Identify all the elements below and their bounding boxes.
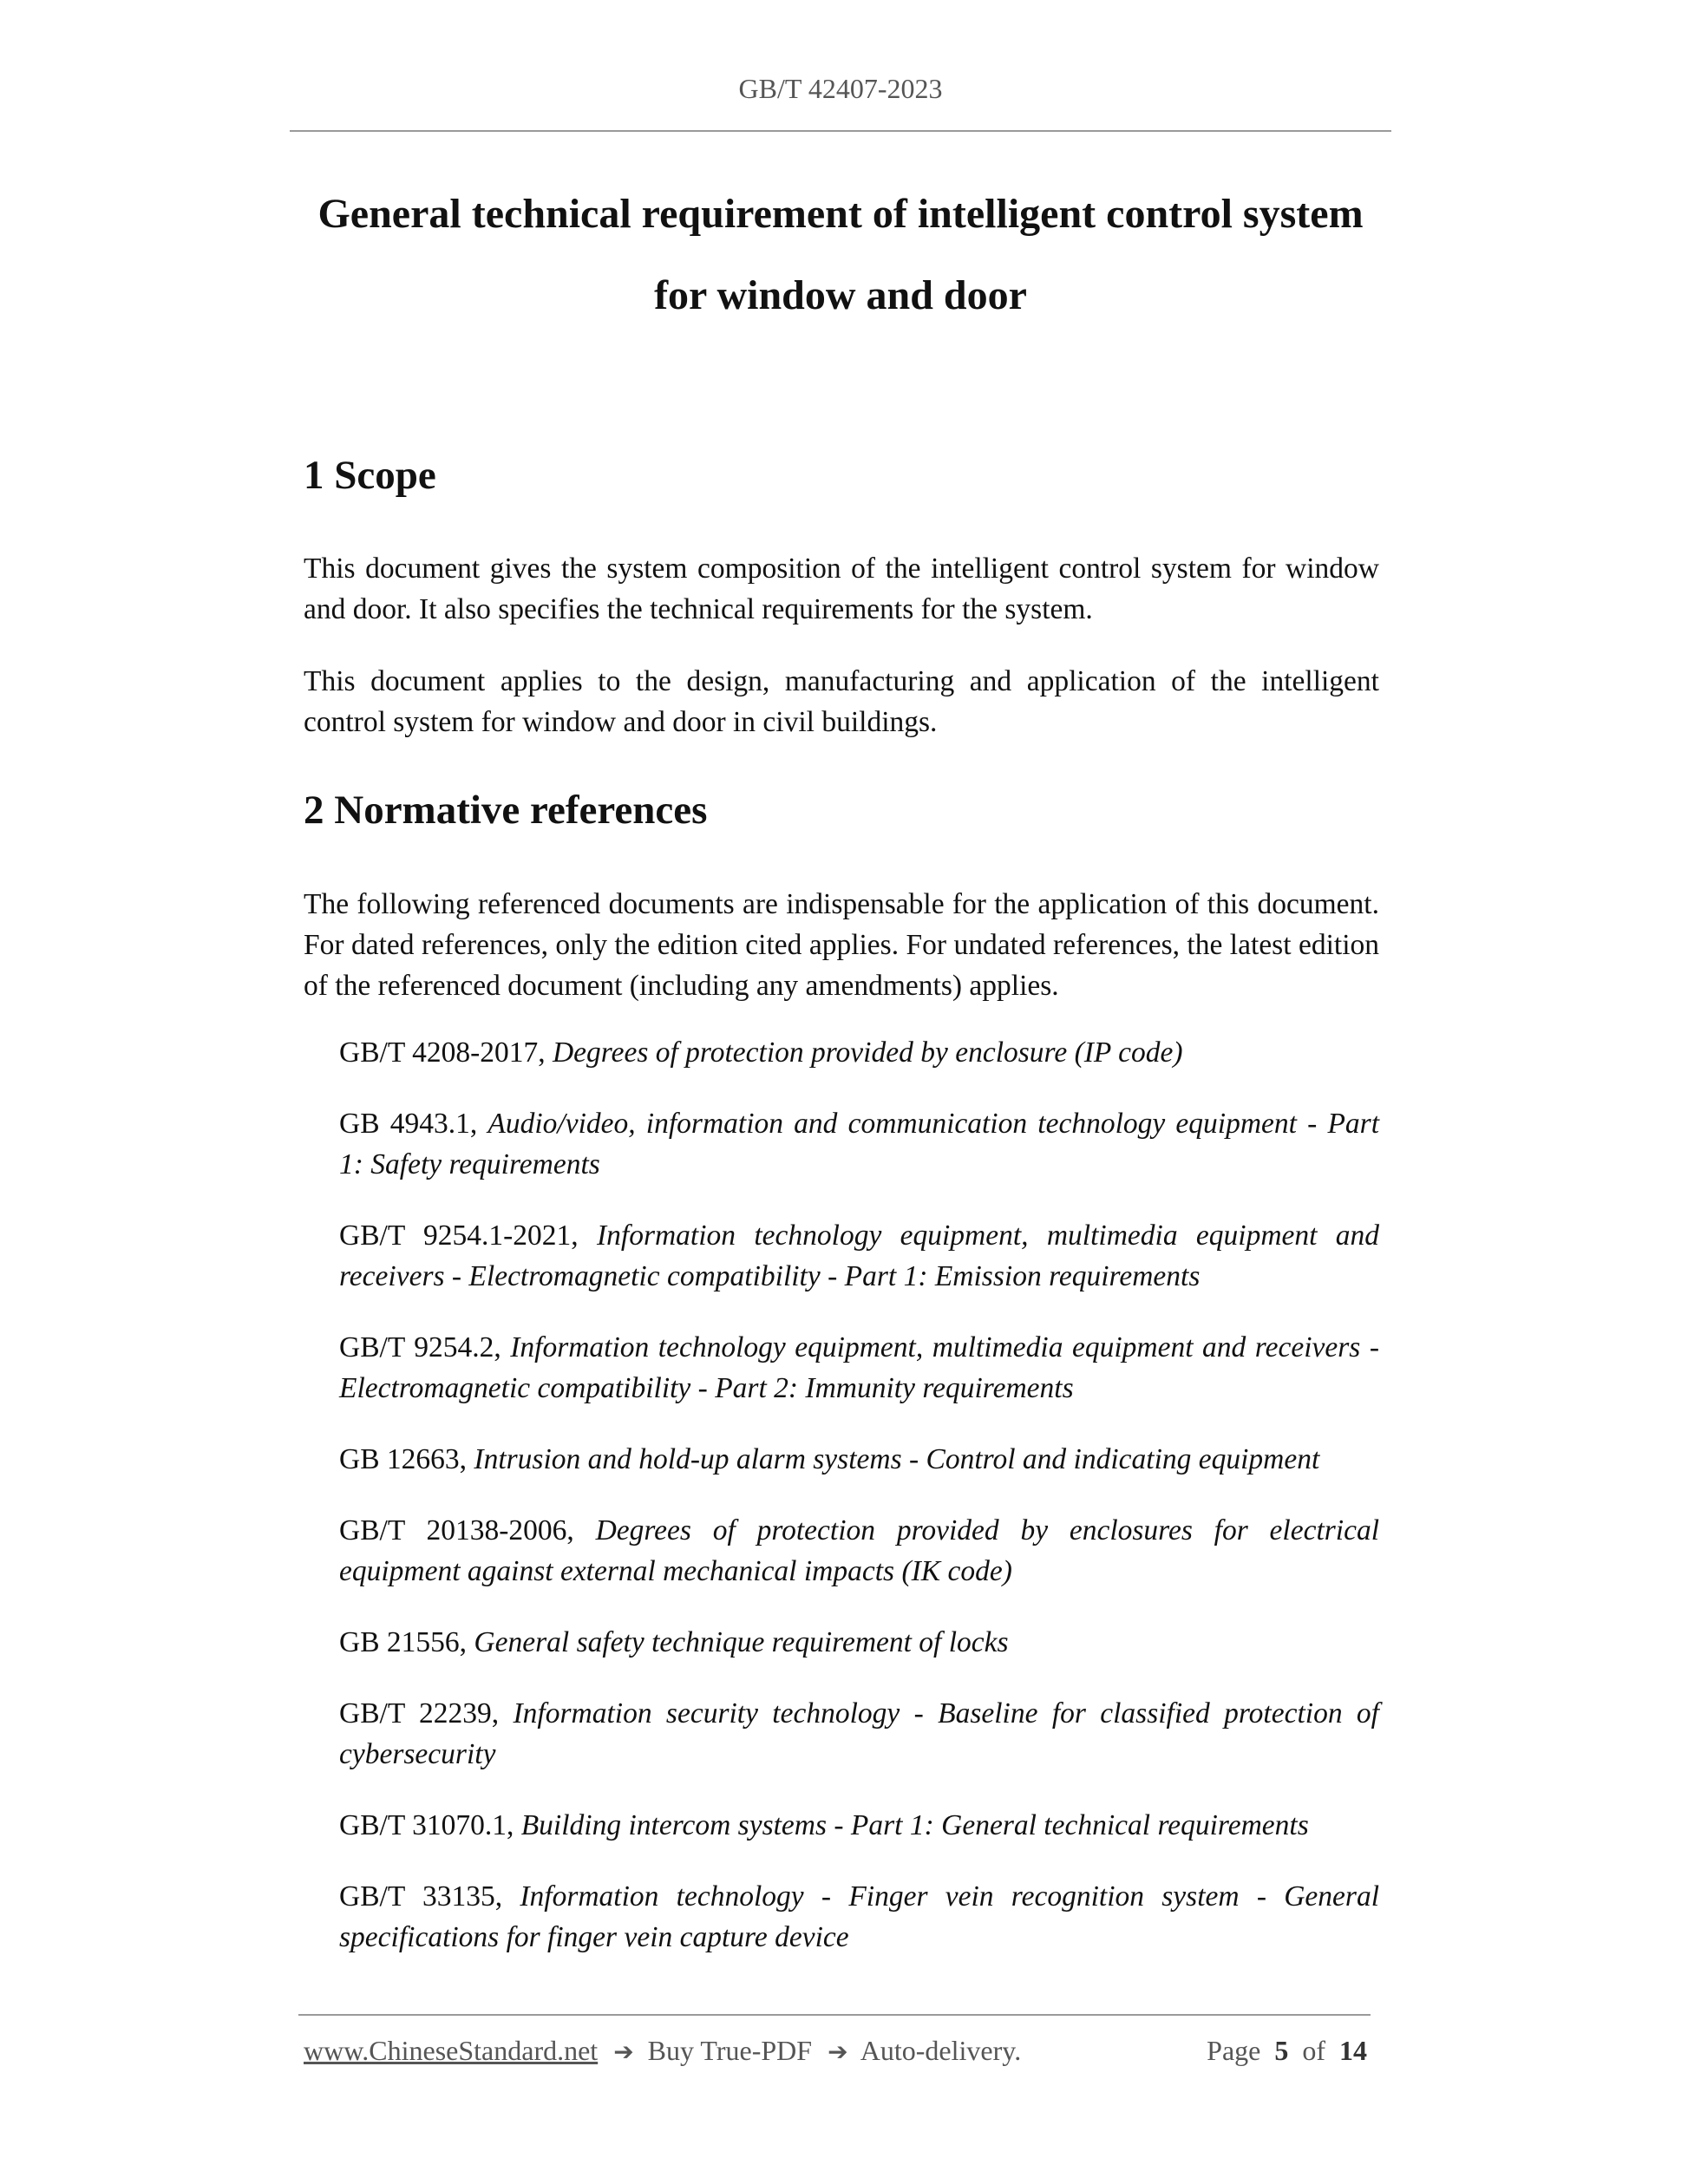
- reference-code: GB/T 33135,: [339, 1880, 503, 1913]
- footer-step-delivery: Auto-delivery.: [860, 2035, 1022, 2066]
- page-current: 5: [1274, 2035, 1289, 2066]
- website-link[interactable]: www.ChineseStandard.net: [304, 2035, 599, 2066]
- reference-item: [339, 1032, 1379, 1073]
- arrow-right-icon: ➔: [828, 2037, 848, 2066]
- reference-code: GB/T 31070.1,: [339, 1809, 514, 1841]
- footer-divider: [298, 2014, 1371, 2016]
- reference-item: [339, 1622, 1379, 1663]
- reference-item: [339, 1103, 1379, 1185]
- document-title: [290, 173, 1391, 337]
- reference-code: GB/T 22239,: [339, 1697, 500, 1730]
- scope-paragraph-1: This document gives the system composition of the intelligent control system for window and door. It also specifies the technical requirements for the system.: [304, 553, 1379, 625]
- reference-title: Information technology - Finger vein recognition system - General specifications for finger vein capture device: [339, 1880, 1380, 1953]
- reference-title: Building intercom systems - Part 1: General technical requirements: [520, 1809, 1309, 1841]
- reference-title: Intrusion and hold-up alarm systems - Control and indicating equipment: [474, 1443, 1320, 1475]
- reference-list: [339, 1032, 1379, 1988]
- normative-references-intro: The following referenced documents are indispensable for the application of this document. For dated references, only the edition cited applies. For undated references, the latest edition of the referenced document (including any amendments) applies.: [304, 888, 1379, 1002]
- reference-title: Degrees of protection provided by enclosures for electrical equipment against external mechanical impacts (IK code): [339, 1514, 1380, 1587]
- footer-purchase-info: [304, 2031, 1021, 2071]
- scope-paragraph-2: This document applies to the design, manufacturing and application of the intelligent control system for window and door in civil buildings.: [304, 665, 1379, 738]
- page-total: 14: [1339, 2035, 1367, 2066]
- section-heading-scope: 1 Scope: [304, 453, 436, 498]
- reference-title: Information technology equipment, multimedia equipment and receivers - Electromagnetic compatibility - Part 1: Emission requirements: [339, 1220, 1380, 1292]
- reference-code: GB/T 9254.1-2021,: [339, 1220, 579, 1252]
- document-title-line-1: General technical requirement of intelligent control system: [317, 191, 1364, 237]
- reference-title: Degrees of protection provided by enclosure (IP code): [552, 1036, 1183, 1069]
- page-indicator: [1207, 2031, 1367, 2070]
- reference-item: [339, 1439, 1379, 1480]
- reference-code: GB/T 4208-2017,: [339, 1036, 546, 1069]
- reference-code: GB/T 9254.2,: [339, 1331, 501, 1363]
- reference-item: [339, 1876, 1379, 1958]
- reference-code: GB 4943.1,: [339, 1108, 478, 1140]
- footer-step-buy: Buy True-PDF: [647, 2035, 813, 2066]
- reference-title: Audio/video, information and communication technology equipment - Part 1: Safety requirements: [339, 1108, 1379, 1180]
- reference-title: Information technology equipment, multimedia equipment and receivers - Electromagnetic compatibility - Part 2: Immunity requirements: [339, 1331, 1379, 1404]
- reference-item: [339, 1510, 1379, 1592]
- reference-item: [339, 1215, 1379, 1297]
- reference-item: [339, 1693, 1379, 1775]
- page-label: Page: [1207, 2035, 1261, 2066]
- reference-item: [339, 1805, 1379, 1846]
- reference-code: GB/T 20138-2006,: [339, 1514, 574, 1546]
- reference-code: GB 21556,: [339, 1626, 468, 1658]
- page-of-label: of: [1302, 2035, 1325, 2066]
- reference-item: [339, 1327, 1379, 1409]
- reference-code: GB 12663,: [339, 1443, 468, 1475]
- document-title-line-2: for window and door: [654, 272, 1027, 318]
- reference-title: General safety technique requirement of locks: [474, 1626, 1009, 1658]
- arrow-right-icon: ➔: [613, 2037, 634, 2066]
- running-header-standard-code: GB/T 42407-2023: [738, 73, 943, 104]
- section-heading-normative-references: 2 Normative references: [304, 788, 708, 833]
- header-divider: [290, 130, 1391, 132]
- reference-title: Information security technology - Baseline for classified protection of cybersecurity: [339, 1697, 1379, 1770]
